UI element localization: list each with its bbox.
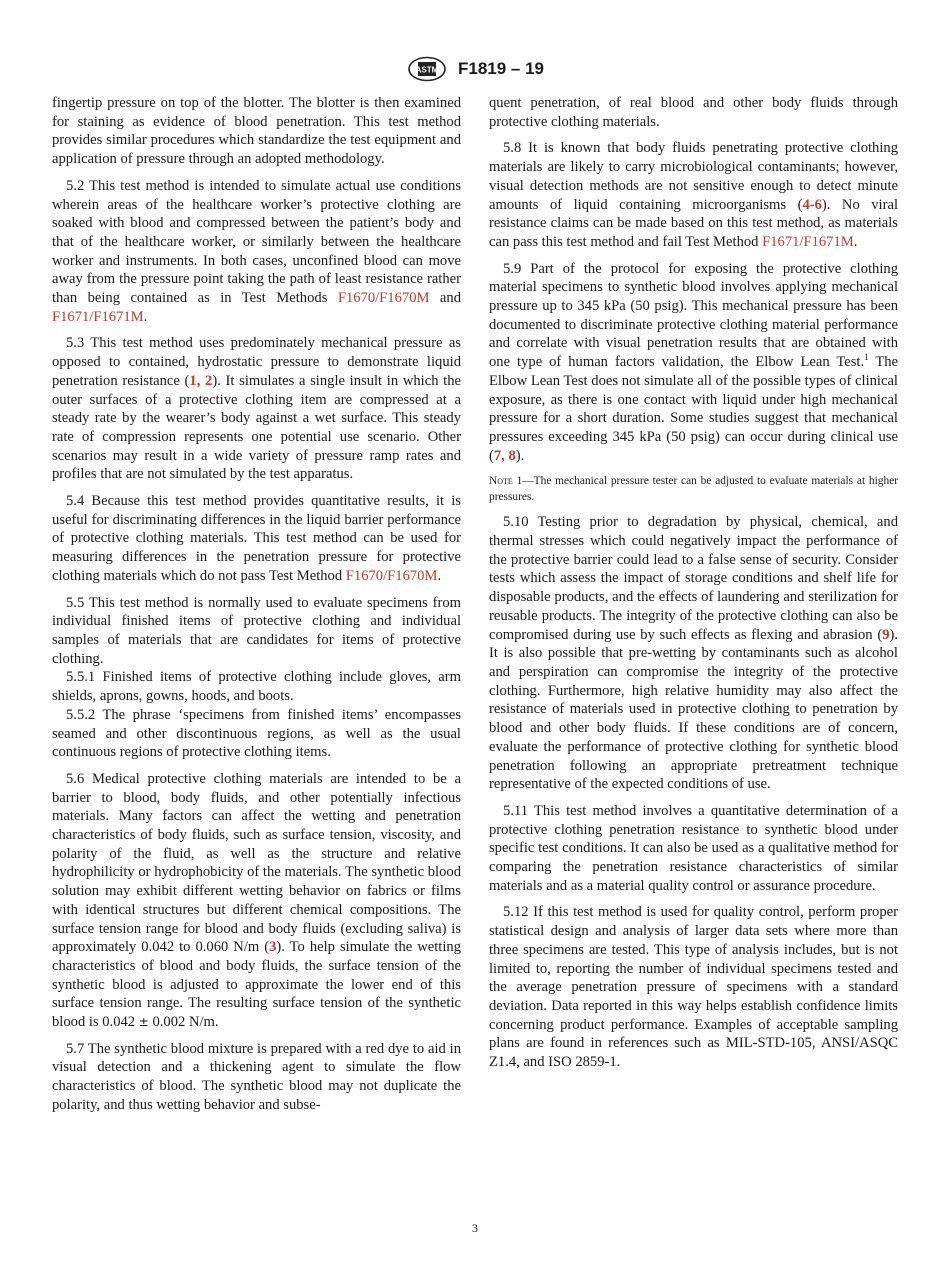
section-5-10: 5.10 Testing prior to degradation by physical, chemical, and thermal stresses which could negatively impact the performance of the protective barrier could lead to a false sense of security. Consider tests which assess the impact of storage conditions and shelf life for disposable products, and the effects of laundering and sterilization for reusable products. The integrity of the protective clothing can also be compromised during use by such effects as flexing and abrasion (9). It is also possible that pre-wetting by contaminants such as alcohol and perspiration can compromise the integrity of the protective clothing. Furthermore, high relative humidity may also affect the resistance of materials used in protective clothing to penetration by blood and other body fluids. If these conditions are of concern, evaluate the performance of protective clothing for synthetic blood penetration following an appropriate pretreatment technique representative of the expected conditions of use. [489,514,898,793]
note-1: Note 1—The mechanical pressure tester can be adjusted to evaluate materials at higher pressures. [489,475,898,504]
section-5-6: 5.6 Medical protective clothing materials are intended to be a barrier to blood, body fluids, and other potentially infectious materials. Many factors can affect the wetting and penetration characteristics of body fluids, such as surface tension, viscosity, and polarity of the fluid, as well as the structure and relative hydrophilicity or hydrophobicity of the materials. The synthetic blood solution may exhibit different wetting behavior on fabrics or films with identical structures but different chemical compositions. The surface tension range for blood and body fluids (excluding saliva) is approximately 0.042 to 0.060 N/m (3). To help simulate the wetting characteristics of blood and body fluids, the surface tension of the synthetic blood is adjusted to approximate the lower end of this surface tension range. The resulting surface tension of the synthetic blood is 0.042 ± 0.002 N/m. [52,770,461,1031]
section-5-8: 5.8 It is known that body fluids penetrating protective clothing materials are likely to carry microbiological contaminants; however, visual detection methods are not sensitive enough to detect minute amounts of liquid containing microorganisms (4-6). No viral resistance claims can be made based on this test method, as materials can pass this test method and fail Test Method F1671/F1671M. [489,140,899,250]
section-5-2: 5.2 This test method is intended to simulate actual use conditions wherein areas of the healthcare worker’s protective clothing are soaked with blood and compressed between the patient’s body and that of the healthcare worker, or similarly between the healthcare worker and instruments. In both cases, unconfined blood can move away from the pressure point taking the path of least resistance rather than being contained as in Test Methods F1670/F1670M and F1671/F1671M. [52,177,461,325]
section-5-7: 5.7 The synthetic blood mixture is prepared with a red dye to aid in visual detection and a thickening agent to simulate the flow characteristics of blood. The synthetic blood may not duplicate the polarity, and thus wetting behavior and subse- [52,1040,461,1113]
page-number: 3 [472,1221,478,1235]
section-5-3: 5.3 This test method uses predominately mechanical pressure as opposed to contained, hydrostatic pressure to demonstrate liquid penetration resistance (1, 2). It simulates a single insult in which the outer surfaces of a protective clothing item are compressed at a steady rate by the wearer’s body against a wet surface. This steady rate of compression represents one potential use scenario. Other scenarios may result in a wide variety of pressure ramp rates and profiles that are not simulated by the test apparatus. [52,335,462,483]
section-5-4: 5.4 Because this test method provides quantitative results, it is useful for discriminating differences in the liquid barrier performance of protective clothing materials. This test method can be used for measuring differences in the penetration pressure for protective clothing materials which do not pass Test Method F1670/F1670M. [52,493,461,584]
link-f1670[interactable]: F1670/F1670M [337,290,430,307]
section-5-5: 5.5 This test method is normally used to evaluate specimens from individual finished items of protective clothing and individual samples of materials that are candidates for items of protective clothing. [52,594,461,667]
reference-link[interactable]: 4-6 [802,196,822,213]
reference-link[interactable]: 1, 2 [189,372,213,389]
reference-link[interactable]: 7, 8 [493,447,516,464]
section-5-9: 5.9 Part of the protocol for exposing the protective clothing material specimens to synthetic blood involves applying mechanical pressure up to 345 kPa (50 psig). This mechanical pressure has been documented to discriminate protective clothing material performance and correlate with visual penetration results that are obtained with one type of human factors validation, the Elbow Lean Test.$^1$ The Elbow Lean Test does not simulate all of the possible types of clinical exposure, as there is one contact with liquid under high mechanical pressure for a short duration. Some studies suggest that mechanical pressures exceeding 345 kPa (50 psig) can occur during clinical use (7, 8). [489,260,899,464]
left-column [52,94,461,1123]
page-header [0,56,950,84]
right-column [489,94,898,1080]
link-f1671[interactable]: F1671/F1671M [762,233,854,250]
section-5-12: 5.12 If this test method is used for quality control, perform proper statistical design and analysis of larger data sets where more than three specimens are tested. This type of analysis includes, but is not limited to, reporting the number of individual specimens tested and the average penetration pressure of specimens with a standard deviation. Data reported in this way helps establish confidence limits concerning product performance. Examples of acceptable sampling plans are found in references such as MIL-STD-105, ANSI/ASQC Z1.4, and ISO 2859-1. [489,904,898,1071]
reference-link[interactable]: 3 [269,939,277,956]
reference-link[interactable]: 9 [882,626,890,643]
svg-text:ASTM: ASTM [415,65,439,75]
paragraph-continued: quent penetration, of real blood and other body fluids through protective clothing materials. [489,95,898,130]
paragraph-continued: fingertip pressure on top of the blotter. The blotter is then examined for staining as evidence of blood penetration. This test method provides similar procedures which standardize the test equipment and application of pressure through an adopted methodology. [52,95,461,168]
section-5-11: 5.11 This test method involves a quantitative determination of a protective clothing penetration resistance to synthetic blood under specific test conditions. It can also be used as a qualitative method for comparing the penetration resistance characteristics of similar materials and as a material quality control or assurance procedure. [489,802,898,894]
link-f1671[interactable]: F1671/F1671M [52,308,144,325]
document-designation: F1819 – 19 [457,59,544,78]
footnote-marker: 1 [864,352,869,363]
section-5-5-1: 5.5.1 Finished items of protective clothing include gloves, arm shields, aprons, gowns, hoods, and boots. [52,669,461,705]
link-f1670[interactable]: F1670/F1670M [345,567,438,584]
section-5-5-2: 5.5.2 The phrase ‘specimens from finished items’ encompasses seamed and other discontinuous regions, as well as the usual continuous regions of protective clothing items. [52,706,461,761]
astm-logo-icon [406,56,448,82]
